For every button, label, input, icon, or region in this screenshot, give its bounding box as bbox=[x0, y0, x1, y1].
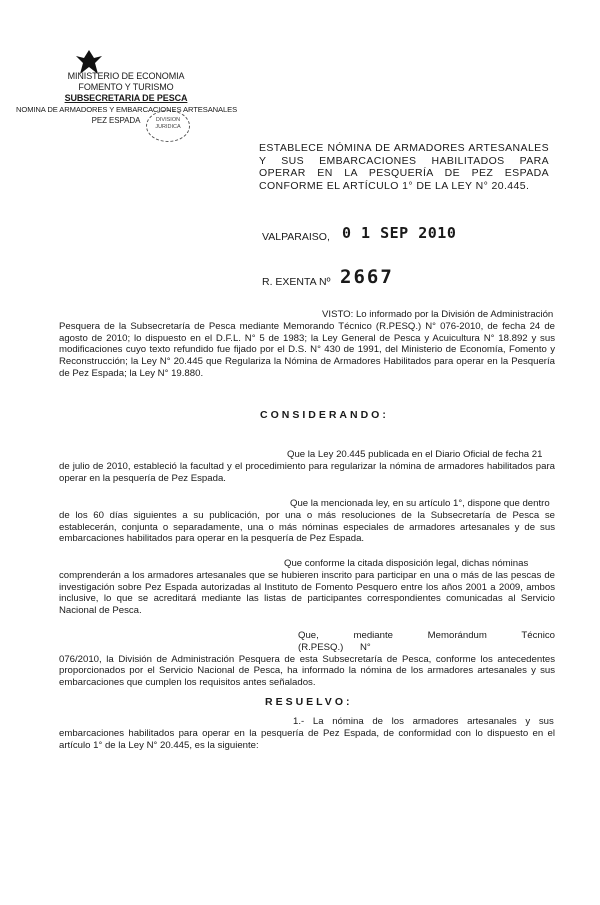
considerando-first-line: Que, mediante Memorándum Técnico (R.PESQ.) N° bbox=[298, 630, 555, 653]
resuelvo-body: embarcaciones habilitados para operar en la pesquería de Pez Espada, de conformidad con lo dispuesto en el artículo 1° de la Ley N° 20.445, es la siguiente: bbox=[59, 727, 555, 751]
considerando-body: de los 60 días siguientes a su publicación, por una o más resoluciones de la Subsecretaría de Pesca se establecerán, conjunta o separadamente, una o más nóminas especiales de armadores artesanales y de sus embarcaciones habilitados para operar en la pesquería de Pez Espada. bbox=[59, 509, 555, 545]
considerando-item bbox=[59, 630, 555, 689]
division-juridica-stamp bbox=[146, 110, 190, 142]
resuelvo-heading: RESUELVO: bbox=[265, 696, 353, 708]
visto-lead: VISTO: bbox=[322, 309, 354, 320]
ministry-line-2: FOMENTO Y TURISMO bbox=[78, 82, 174, 92]
exenta-label: R. EXENTA Nº bbox=[262, 276, 331, 288]
date-stamp: 0 1 SEP 2010 bbox=[342, 224, 457, 242]
considerando-body: de julio de 2010, estableció la facultad y el procedimiento para regularizar la nómina de armadores habilitados para operar en la pesquería de Pez Espada. bbox=[59, 460, 555, 484]
considerando-item bbox=[59, 498, 555, 545]
nomina-label: NOMINA DE ARMADORES Y EMBARCACIONES ARTESANALES bbox=[16, 105, 238, 114]
stamp-line-2: JURIDICA bbox=[155, 124, 181, 130]
considerando-first-line: Que la mencionada ley, en su artículo 1°, dispone que dentro bbox=[290, 498, 550, 509]
resuelvo-first-line: 1.- La nómina de los armadores artesanales y sus bbox=[293, 716, 554, 727]
resolution-title: ESTABLECE NÓMINA DE ARMADORES ARTESANALES Y SUS EMBARCACIONES HABILITADOS PARA OPERAR EN LA PESQUERÍA DE PEZ ESPADA CONFORME EL ARTÍCULO 1° DE LA LEY N° 20.445. bbox=[259, 142, 549, 192]
considerando-heading: CONSIDERANDO: bbox=[260, 409, 389, 421]
considerando-first-line: Que la Ley 20.445 publicada en el Diario Oficial de fecha 21 bbox=[287, 449, 543, 460]
exenta-number: 2667 bbox=[340, 266, 394, 288]
place-label: VALPARAISO, bbox=[262, 231, 330, 243]
visto-paragraph bbox=[59, 309, 555, 380]
considerando-item bbox=[59, 558, 555, 617]
stamp-line-1: DIVISION bbox=[155, 117, 181, 123]
considerando-first-line: Que conforme la citada disposición legal, dichas nóminas bbox=[284, 558, 529, 569]
ministry-line-1: MINISTERIO DE ECONOMIA bbox=[67, 71, 185, 81]
visto-first-line: Lo informado por la División de Administración bbox=[355, 309, 554, 320]
considerando-item bbox=[59, 449, 555, 484]
considerando-body: 076/2010, la División de Administración Pesquera de esta Subsecretaría de Pesca, conforme los antecedentes proporcionados por el Servicio Nacional de Pesca, ha informado la nómina de los armadores artesanales y sus embarcaciones que cumplen los requisitos antes señalados. bbox=[59, 653, 555, 689]
resuelvo-item bbox=[59, 716, 555, 751]
considerando-body: comprenderán a los armadores artesanales que se hubieren inscrito para participar en una o más de las pescas de investigación sobre Pez Espada autorizadas al Instituto de Fomento Pesquero entre los años 2001 a 2009, ambos inclusive, lo que se acreditará mediante las listas de participantes correspondientes comunicadas al Servicio Nacional de Pesca. bbox=[59, 569, 555, 617]
pez-espada-label: PEZ ESPADA bbox=[91, 116, 141, 125]
letterhead bbox=[16, 71, 236, 126]
visto-body: Pesquera de la Subsecretaría de Pesca mediante Memorando Técnico (R.PESQ.) N° 076-2010, de fecha 24 de agosto de 2010; lo dispuesto en el D.F.L. N° 5 de 1983; la Ley General de Pesca y Acuicultura N° 18.892 y sus modificaciones cuyo texto refundido fue fijado por el D.S. N° 430 de 1991, del Ministerio de Economía, Fomento y Reconstrucción; la Ley N° 20.445 que Regulariza la Nómina de Armadores Habilitados para operar en la Pesquería de Pez Espada; la Ley N° 19.880. bbox=[59, 320, 555, 379]
subsecretaria-label: SUBSECRETARIA DE PESCA bbox=[64, 93, 188, 103]
